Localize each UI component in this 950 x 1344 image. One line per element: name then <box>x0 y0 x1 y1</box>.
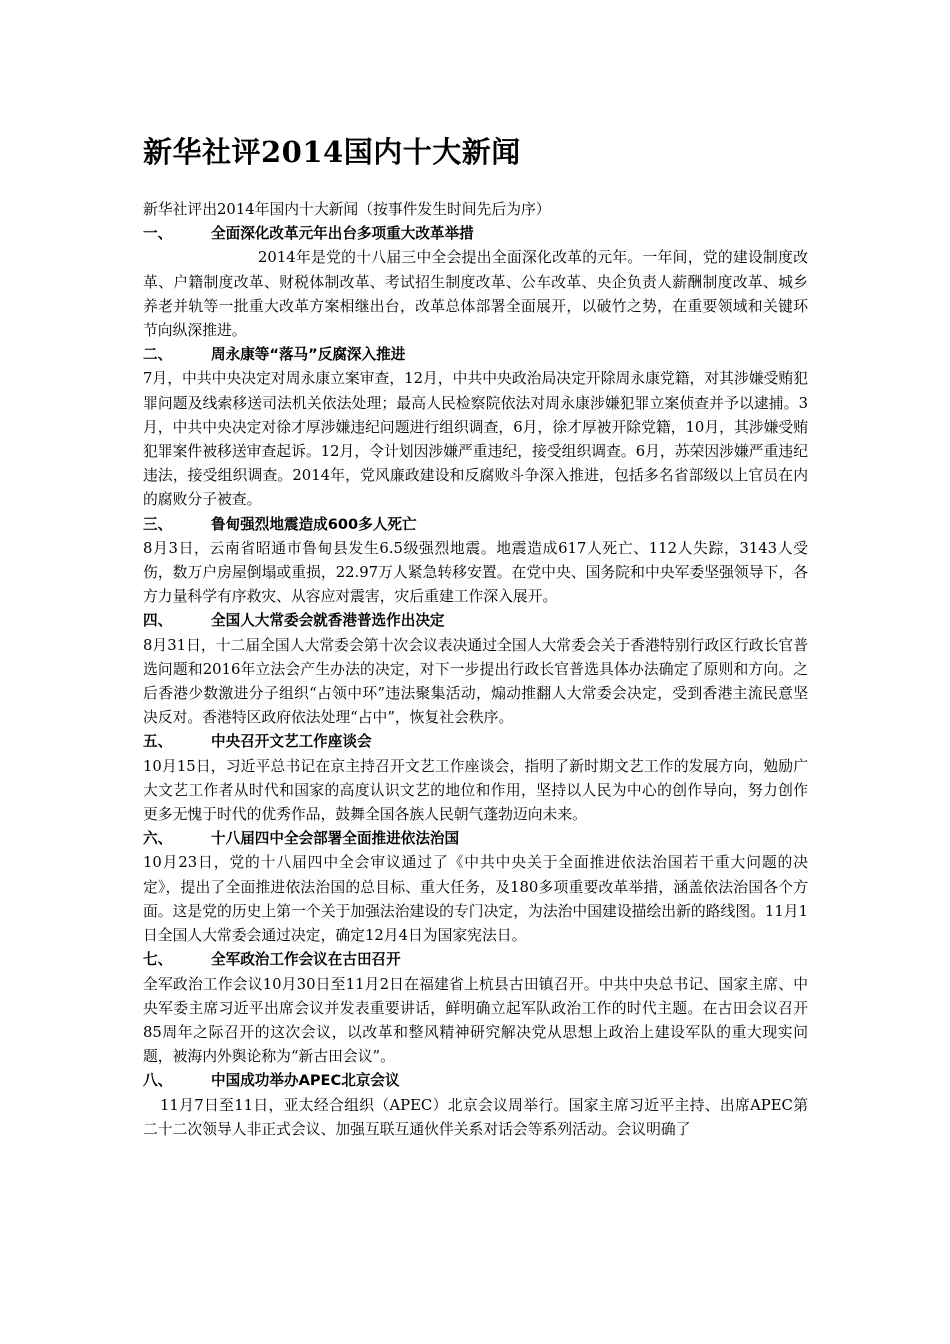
section-heading-text: 周永康等“落马”反腐深入推进 <box>211 346 406 364</box>
document-title: 新华社评2014国内十大新闻 <box>143 135 521 169</box>
document-subtitle: 新华社评出2014年国内十大新闻（按事件发生时间先后为序） <box>143 201 551 218</box>
section-number: 二、 <box>143 346 173 364</box>
section-body: 7月，中共中央决定对周永康立案审查，12月，中共中央政治局决定开除周永康党籍，对其涉嫌受贿犯罪问题及线索移送司法机关依法处理；最高人民检察院依法对周永康涉嫌犯罪立案侦查并予以逮捕。3月，中共中央决定对徐才厚涉嫌违纪问题进行组织调查，6月，徐才厚被开除党籍，10月，其涉嫌受贿犯罪案件被移送审查起诉。12月，令计划因涉嫌严重违纪，接受组织调查。6月，苏荣因涉嫌严重违纪违法，接受组织调查。2014年，党风廉政建设和反腐败斗争深入推进，包括多名省部级以上官员在内的腐败分子被查。 <box>143 370 808 509</box>
news-section-8 <box>143 1069 808 1142</box>
section-body: 2014年是党的十八届三中全会提出全面深化改革的元年。一年间，党的建设制度改革、户籍制度改革、财税体制改革、考试招生制度改革、公车改革、央企负责人薪酬制度改革、城乡养老并轨等一批重大改革方案相继出台，改革总体部署全面展开，以破竹之势，在重要领域和关键环节向纵深推进。 <box>143 249 808 340</box>
section-number: 四、 <box>143 612 173 630</box>
section-heading-text: 中央召开文艺工作座谈会 <box>211 733 372 751</box>
section-number: 三、 <box>143 515 173 533</box>
section-heading <box>143 513 808 537</box>
section-body: 8月3日，云南省昭通市鲁甸县发生6.5级强烈地震。地震造成617人死亡、112人失踪，3143人受伤，数万户房屋倒塌或重损，22.97万人紧急转移安置。在党中央、国务院和中央军委坚强领导下，各方力量科学有序救灾、从容应对震害，灾后重建工作深入展开。 <box>143 539 808 606</box>
section-number: 八、 <box>143 1072 173 1090</box>
section-body: 11月7日至11日，亚太经合组织（APEC）北京会议周举行。国家主席习近平主持、出席APEC第二十二次领导人非正式会议、加强互联互通伙伴关系对话会等系列活动。会议明确了 <box>143 1096 808 1138</box>
section-heading <box>143 343 808 367</box>
document-content <box>143 198 808 1142</box>
news-section-2 <box>143 343 808 512</box>
section-number: 五、 <box>143 733 173 751</box>
section-heading-text: 全面深化改革元年出台多项重大改革举措 <box>211 225 474 243</box>
section-heading <box>143 948 808 972</box>
news-section-6 <box>143 827 808 948</box>
section-number: 一、 <box>143 225 173 243</box>
section-heading-text: 鲁甸强烈地震造成600多人死亡 <box>211 515 417 533</box>
section-heading <box>143 1069 808 1093</box>
section-heading <box>143 222 808 246</box>
section-heading-text: 全军政治工作会议在古田召开 <box>211 951 401 969</box>
news-section-5 <box>143 730 808 827</box>
section-body: 10月23日，党的十八届四中全会审议通过了《中共中央关于全面推进依法治国若干重大问题的决定》，提出了全面推进依法治国的总目标、重大任务，及180多项重要改革举措，涵盖依法治国各个方面。这是党的历史上第一个关于加强法治建设的专门决定，为法治中国建设描绘出新的路线图。11月1日全国人大常委会通过决定，确定12月4日为国家宪法日。 <box>143 854 808 945</box>
section-heading-text: 全国人大常委会就香港普选作出决定 <box>211 612 445 630</box>
section-heading <box>143 827 808 851</box>
news-section-1 <box>143 222 808 343</box>
section-heading-text: 中国成功举办APEC北京会议 <box>211 1072 400 1090</box>
news-section-4 <box>143 609 808 730</box>
section-heading <box>143 609 808 633</box>
news-section-7 <box>143 948 808 1069</box>
section-number: 七、 <box>143 951 173 969</box>
section-number: 六、 <box>143 830 173 848</box>
news-section-3 <box>143 513 808 610</box>
section-body: 全军政治工作会议10月30日至11月2日在福建省上杭县古田镇召开。中共中央总书记、国家主席、中央军委主席习近平出席会议并发表重要讲话，鲜明确立起军队政治工作的时代主题。在古田会议召开85周年之际召开的这次会议，以改革和整风精神研究解决党从思想上政治上建设军队的重大现实问题，被海内外舆论称为“新古田会议”。 <box>143 975 808 1066</box>
section-body: 8月31日，十二届全国人大常委会第十次会议表决通过全国人大常委会关于香港特别行政区行政长官普选问题和2016年立法会产生办法的决定，对下一步提出行政长官普选具体办法确定了原则和方向。之后香港少数激进分子组织“占领中环”违法聚集活动，煽动推翻人大常委会决定，受到香港主流民意坚决反对。香港特区政府依法处理“占中”，恢复社会秩序。 <box>143 636 808 727</box>
section-body: 10月15日，习近平总书记在京主持召开文艺工作座谈会，指明了新时期文艺工作的发展方向，勉励广大文艺工作者从时代和国家的高度认识文艺的地位和作用，坚持以人民为中心的创作导向，努力创作更多无愧于时代的优秀作品，鼓舞全国各族人民朝气蓬勃迈向未来。 <box>143 757 808 824</box>
section-heading <box>143 730 808 754</box>
section-heading-text: 十八届四中全会部署全面推进依法治国 <box>211 830 460 848</box>
